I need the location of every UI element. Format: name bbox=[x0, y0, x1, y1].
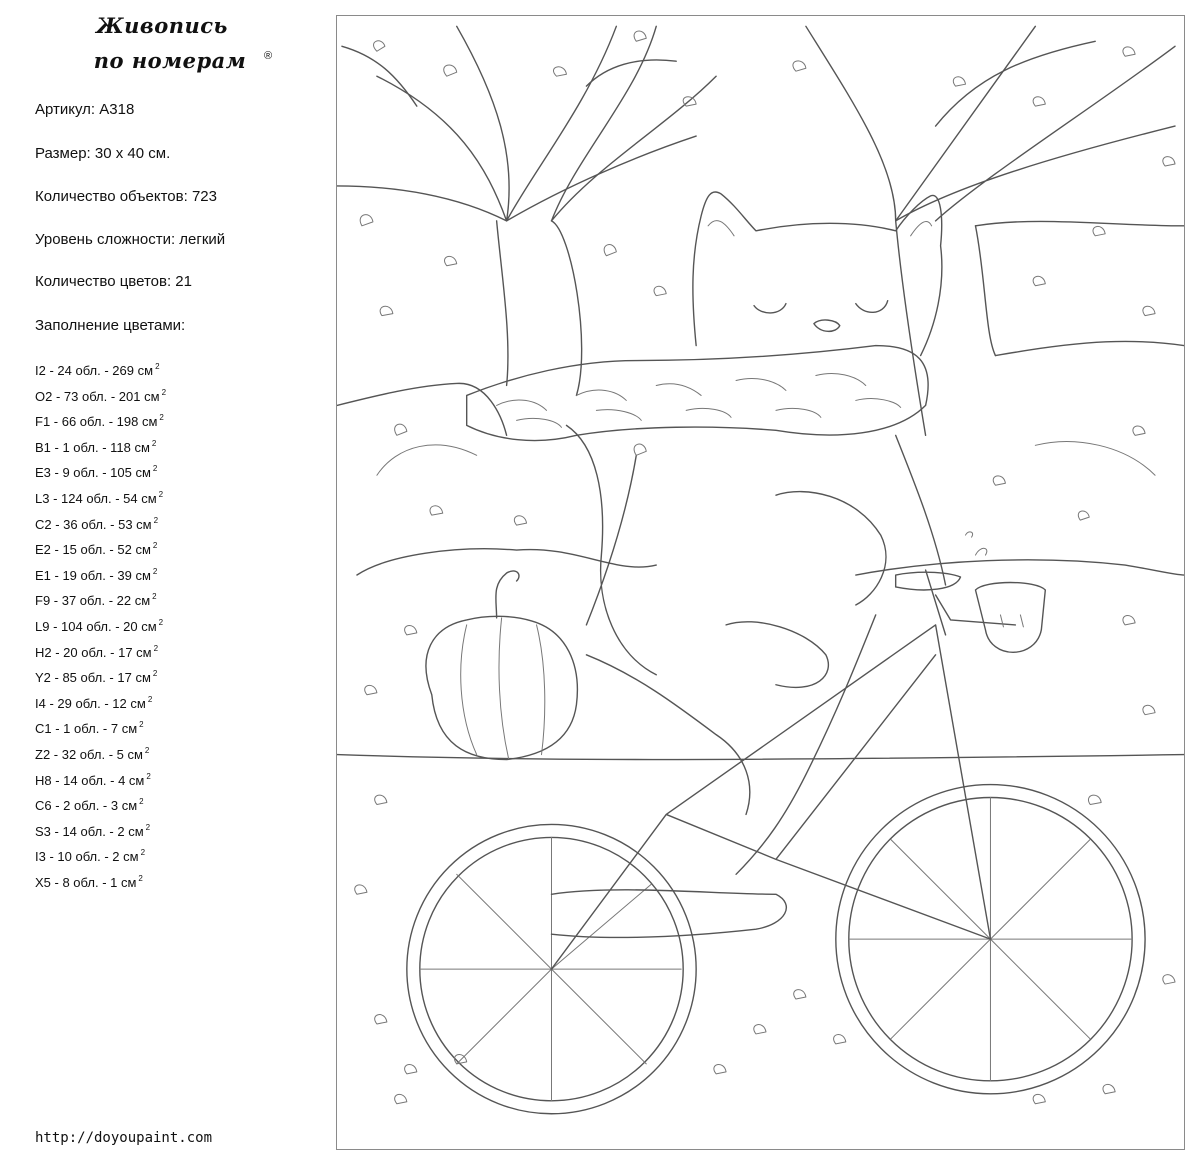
color-fill-text: Z2 - 32 обл. - 5 см bbox=[35, 746, 143, 762]
square-superscript: 2 bbox=[140, 848, 146, 858]
color-fill-item bbox=[35, 689, 166, 715]
square-superscript: 2 bbox=[152, 566, 158, 576]
color-fill-text: C6 - 2 обл. - 3 см bbox=[35, 798, 138, 814]
color-fill-item bbox=[35, 791, 166, 817]
difficulty-text: Уровень сложности: легкий bbox=[35, 231, 226, 248]
color-fill-item bbox=[35, 740, 166, 766]
coloring-canvas bbox=[336, 15, 1185, 1150]
color-fill-item bbox=[35, 484, 166, 510]
color-fill-text: I3 - 10 обл. - 2 см bbox=[35, 849, 139, 865]
color-fill-text: H8 - 14 обл. - 4 см bbox=[35, 772, 145, 788]
color-fill-item bbox=[35, 612, 166, 638]
square-superscript: 2 bbox=[139, 797, 144, 807]
square-superscript: 2 bbox=[152, 592, 157, 602]
color-fill-item bbox=[35, 535, 166, 561]
color-fill-text: L9 - 104 обл. - 20 см bbox=[35, 618, 157, 634]
color-fill-text: I4 - 29 обл. - 12 см bbox=[35, 695, 146, 711]
fill-heading: Заполнение цветами: bbox=[35, 317, 186, 334]
square-superscript: 2 bbox=[138, 873, 143, 883]
square-superscript: 2 bbox=[145, 822, 151, 832]
color-fill-text: B1 - 1 обл. - 118 см bbox=[35, 439, 150, 455]
square-superscript: 2 bbox=[152, 669, 158, 679]
color-fill-text: F9 - 37 обл. - 22 см bbox=[35, 593, 151, 609]
line-art-illustration bbox=[337, 16, 1184, 1149]
color-fill-item bbox=[35, 663, 166, 689]
tree-outline bbox=[337, 26, 1184, 435]
cat-outline bbox=[467, 192, 946, 874]
color-fill-item bbox=[35, 714, 166, 740]
article-text: Артикул: A318 bbox=[35, 101, 135, 118]
bicycle-outline bbox=[407, 532, 1145, 1114]
color-fill-text: O2 - 73 обл. - 201 см bbox=[35, 388, 160, 404]
size-text: Размер: 30 х 40 см. bbox=[35, 145, 171, 162]
color-fill-item bbox=[35, 510, 166, 536]
color-fill-item bbox=[35, 433, 166, 459]
color-fill-item bbox=[35, 458, 166, 484]
square-superscript: 2 bbox=[153, 515, 159, 525]
square-superscript: 2 bbox=[144, 745, 150, 755]
objects-count-text: Количество объектов: 723 bbox=[35, 188, 217, 205]
color-fill-item bbox=[35, 868, 166, 894]
square-superscript: 2 bbox=[155, 362, 160, 371]
color-fill-text: C2 - 36 обл. - 53 см bbox=[35, 516, 152, 532]
color-fill-item bbox=[35, 586, 166, 612]
colors-count-text: Количество цветов: 21 bbox=[35, 273, 192, 290]
pumpkin-outline bbox=[426, 571, 577, 760]
square-superscript: 2 bbox=[158, 489, 164, 499]
square-superscript: 2 bbox=[159, 413, 164, 423]
color-fill-list bbox=[35, 356, 166, 893]
square-superscript: 2 bbox=[147, 694, 153, 704]
color-fill-text: S3 - 14 обл. - 2 см bbox=[35, 823, 144, 839]
color-fill-text: F1 - 66 обл. - 198 см bbox=[35, 414, 158, 430]
leaves-outline bbox=[355, 31, 1175, 1104]
bushes-outline bbox=[337, 383, 1184, 759]
info-sidebar bbox=[0, 0, 330, 1166]
registered-mark: ® bbox=[264, 50, 273, 62]
color-fill-text: E3 - 9 обл. - 105 см bbox=[35, 465, 151, 481]
square-superscript: 2 bbox=[146, 771, 151, 781]
square-superscript: 2 bbox=[151, 438, 157, 448]
color-fill-item bbox=[35, 638, 166, 664]
square-superscript: 2 bbox=[139, 720, 144, 730]
square-superscript: 2 bbox=[152, 464, 158, 474]
square-superscript: 2 bbox=[153, 643, 159, 653]
color-fill-item bbox=[35, 817, 166, 843]
color-fill-text: E1 - 19 обл. - 39 см bbox=[35, 567, 151, 583]
color-fill-item bbox=[35, 382, 166, 408]
color-fill-text: X5 - 8 обл. - 1 см bbox=[35, 874, 137, 890]
square-superscript: 2 bbox=[152, 541, 158, 551]
color-fill-text: Y2 - 85 обл. - 17 см bbox=[35, 670, 151, 686]
color-fill-item bbox=[35, 842, 166, 868]
website-link[interactable]: http://doyoupaint.com bbox=[35, 1130, 213, 1146]
title-line-2: по номерам bbox=[93, 48, 247, 73]
color-fill-item bbox=[35, 766, 166, 792]
color-fill-item bbox=[35, 407, 166, 433]
color-fill-item bbox=[35, 561, 166, 587]
color-fill-item bbox=[35, 356, 166, 382]
color-fill-text: L3 - 124 обл. - 54 см bbox=[35, 490, 157, 506]
color-fill-text: I2 - 24 обл. - 269 см bbox=[35, 363, 154, 378]
color-fill-text: C1 - 1 обл. - 7 см bbox=[35, 721, 138, 737]
color-fill-text: H2 - 20 обл. - 17 см bbox=[35, 644, 152, 660]
color-fill-text: E2 - 15 обл. - 52 см bbox=[35, 542, 151, 558]
square-superscript: 2 bbox=[158, 617, 164, 627]
title-line-1: Живопись bbox=[96, 13, 228, 38]
square-superscript: 2 bbox=[161, 387, 167, 397]
